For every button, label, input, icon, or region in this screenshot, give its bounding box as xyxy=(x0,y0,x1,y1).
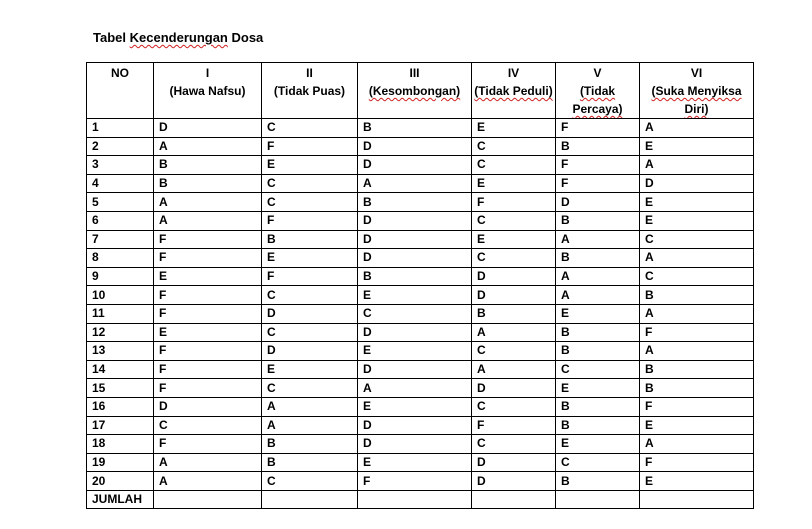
row-number-cell: 13 xyxy=(87,342,154,361)
row-number-cell: 9 xyxy=(87,267,154,286)
table-cell: B xyxy=(556,137,640,156)
table-cell: B xyxy=(472,304,556,323)
table-cell: D xyxy=(358,156,472,175)
table-cell: A xyxy=(358,174,472,193)
header-col-6-num: VI xyxy=(690,66,703,80)
table-cell: B xyxy=(154,174,262,193)
table-row xyxy=(87,156,754,175)
row-number-cell: 3 xyxy=(87,156,154,175)
table-cell: E xyxy=(640,193,754,212)
table-cell: D xyxy=(472,267,556,286)
table-cell: A xyxy=(640,435,754,454)
table-cell: D xyxy=(472,286,556,305)
table-cell: B xyxy=(358,267,472,286)
table-cell: C xyxy=(472,249,556,268)
footer-cell xyxy=(640,490,754,509)
table-cell: E xyxy=(472,230,556,249)
table-row xyxy=(87,435,754,454)
table-cell: F xyxy=(472,416,556,435)
table-cell: D xyxy=(358,435,472,454)
table-cell: F xyxy=(556,156,640,175)
table-cell: F xyxy=(262,211,358,230)
row-number-cell: 16 xyxy=(87,397,154,416)
table-cell: F xyxy=(154,249,262,268)
title-word-2: Kecenderungan xyxy=(129,30,228,45)
row-number-cell: 14 xyxy=(87,360,154,379)
table-cell: A xyxy=(154,137,262,156)
header-col-2-num: II xyxy=(306,66,313,80)
table-cell: C xyxy=(472,435,556,454)
table-cell: C xyxy=(262,174,358,193)
header-col-6 xyxy=(640,63,754,119)
table-cell: F xyxy=(262,267,358,286)
table-cell: B xyxy=(556,397,640,416)
table-cell: F xyxy=(262,137,358,156)
table-cell: B xyxy=(556,211,640,230)
table-cell: A xyxy=(154,211,262,230)
table-cell: C xyxy=(262,286,358,305)
table-cell: E xyxy=(640,416,754,435)
table-cell: D xyxy=(472,453,556,472)
header-col-5-num: V xyxy=(593,66,602,80)
table-cell: C xyxy=(262,119,358,138)
table-cell: D xyxy=(358,211,472,230)
table-cell: C xyxy=(262,472,358,491)
row-number-cell: 2 xyxy=(87,137,154,156)
table-row xyxy=(87,174,754,193)
table-cell: B xyxy=(556,323,640,342)
table-row xyxy=(87,286,754,305)
table-cell: A xyxy=(556,286,640,305)
title-word-1: Tabel xyxy=(93,30,126,45)
table-cell: A xyxy=(154,453,262,472)
header-col-1 xyxy=(154,63,262,119)
table-cell: B xyxy=(556,416,640,435)
header-col-1-label: (Hawa Nafsu) xyxy=(169,84,246,98)
header-col-5 xyxy=(556,63,640,119)
header-col-2-label: (Tidak Puas) xyxy=(273,84,346,98)
header-no-label: NO xyxy=(111,66,129,80)
table-cell: B xyxy=(556,249,640,268)
table-cell: D xyxy=(358,416,472,435)
table-cell: F xyxy=(556,174,640,193)
table-cell: A xyxy=(472,360,556,379)
table-cell: F xyxy=(154,360,262,379)
table-cell: F xyxy=(556,119,640,138)
table-cell: C xyxy=(262,323,358,342)
table-row xyxy=(87,397,754,416)
footer-row xyxy=(87,490,754,509)
footer-cell-total-label: JUMLAH xyxy=(87,490,154,509)
table-cell: E xyxy=(262,249,358,268)
table-cell: A xyxy=(472,323,556,342)
table-cell: A xyxy=(262,416,358,435)
table-cell: A xyxy=(640,156,754,175)
sin-tendency-table xyxy=(86,62,754,509)
table-cell: B xyxy=(358,193,472,212)
row-number-cell: 5 xyxy=(87,193,154,212)
table-cell: C xyxy=(556,453,640,472)
table-cell: F xyxy=(154,230,262,249)
title-word-3: Dosa xyxy=(231,30,264,45)
table-cell: B xyxy=(154,156,262,175)
header-col-6-label: (Suka Menyiksa Diri) xyxy=(651,84,742,116)
document-title xyxy=(93,30,263,45)
table-cell: F xyxy=(154,286,262,305)
table-cell: E xyxy=(154,323,262,342)
table-cell: A xyxy=(640,304,754,323)
table-row xyxy=(87,249,754,268)
table-cell: E xyxy=(262,156,358,175)
header-col-4-num: IV xyxy=(507,66,520,80)
table-cell: E xyxy=(358,453,472,472)
table-cell: B xyxy=(262,453,358,472)
table-cell: D xyxy=(358,249,472,268)
table-row xyxy=(87,360,754,379)
row-number-cell: 10 xyxy=(87,286,154,305)
table-cell: E xyxy=(556,435,640,454)
table-cell: B xyxy=(556,342,640,361)
table-cell: F xyxy=(640,397,754,416)
header-col-3 xyxy=(358,63,472,119)
table-cell: E xyxy=(358,397,472,416)
footer-cell xyxy=(472,490,556,509)
table-cell: E xyxy=(640,211,754,230)
table-row xyxy=(87,304,754,323)
table-cell: B xyxy=(640,286,754,305)
table-cell: D xyxy=(358,137,472,156)
table-row xyxy=(87,211,754,230)
header-no xyxy=(87,63,154,119)
table-cell: D xyxy=(640,174,754,193)
table-cell: E xyxy=(472,119,556,138)
table-cell: C xyxy=(472,211,556,230)
row-number-cell: 8 xyxy=(87,249,154,268)
table-cell: C xyxy=(154,416,262,435)
header-row xyxy=(87,63,754,119)
table-row xyxy=(87,230,754,249)
table-cell: C xyxy=(472,397,556,416)
table-cell: F xyxy=(154,304,262,323)
table-cell: C xyxy=(640,230,754,249)
table-cell: A xyxy=(154,193,262,212)
table-cell: F xyxy=(358,472,472,491)
table-cell: E xyxy=(358,286,472,305)
table-cell: C xyxy=(472,137,556,156)
table-cell: E xyxy=(358,342,472,361)
table-cell: D xyxy=(154,119,262,138)
table-cell: A xyxy=(262,397,358,416)
row-number-cell: 11 xyxy=(87,304,154,323)
table-cell: F xyxy=(472,193,556,212)
row-number-cell: 6 xyxy=(87,211,154,230)
table-cell: B xyxy=(358,119,472,138)
table-cell: D xyxy=(472,379,556,398)
table-cell: D xyxy=(358,360,472,379)
row-number-cell: 7 xyxy=(87,230,154,249)
table-cell: F xyxy=(640,323,754,342)
table-row xyxy=(87,119,754,138)
footer-cell xyxy=(154,490,262,509)
table-cell: E xyxy=(640,472,754,491)
table-cell: E xyxy=(556,379,640,398)
table-cell: D xyxy=(358,230,472,249)
table-cell: D xyxy=(472,472,556,491)
row-number-cell: 20 xyxy=(87,472,154,491)
table-row xyxy=(87,416,754,435)
row-number-cell: 18 xyxy=(87,435,154,454)
header-col-2 xyxy=(262,63,358,119)
table-cell: C xyxy=(358,304,472,323)
table-cell: B xyxy=(262,435,358,454)
table-row xyxy=(87,342,754,361)
table-cell: D xyxy=(556,193,640,212)
table-cell: B xyxy=(262,230,358,249)
table-cell: A xyxy=(640,119,754,138)
table-row xyxy=(87,472,754,491)
table-body xyxy=(87,119,754,491)
table-cell: D xyxy=(262,304,358,323)
table-cell: C xyxy=(472,342,556,361)
table-row xyxy=(87,267,754,286)
table-cell: A xyxy=(556,230,640,249)
header-col-3-num: III xyxy=(409,66,420,80)
header-col-4-label: (Tidak Peduli) xyxy=(474,84,553,98)
table-cell: F xyxy=(154,342,262,361)
table-cell: D xyxy=(358,323,472,342)
table-cell: E xyxy=(472,174,556,193)
table-cell: C xyxy=(262,379,358,398)
footer-cell xyxy=(556,490,640,509)
table-cell: D xyxy=(154,397,262,416)
table-cell: E xyxy=(154,267,262,286)
row-number-cell: 12 xyxy=(87,323,154,342)
table-cell: F xyxy=(154,379,262,398)
row-number-cell: 17 xyxy=(87,416,154,435)
footer-cell xyxy=(358,490,472,509)
table-cell: A xyxy=(358,379,472,398)
row-number-cell: 1 xyxy=(87,119,154,138)
row-number-cell: 15 xyxy=(87,379,154,398)
table-row xyxy=(87,379,754,398)
table-cell: E xyxy=(556,304,640,323)
table-row xyxy=(87,137,754,156)
table-cell: B xyxy=(640,379,754,398)
table-cell: A xyxy=(640,342,754,361)
table-cell: E xyxy=(640,137,754,156)
table-cell: A xyxy=(640,249,754,268)
table-cell: F xyxy=(154,435,262,454)
header-col-1-num: I xyxy=(205,66,210,80)
table-cell: F xyxy=(640,453,754,472)
table-cell: A xyxy=(556,267,640,286)
table-cell: B xyxy=(640,360,754,379)
table-row xyxy=(87,453,754,472)
table-cell: E xyxy=(262,360,358,379)
table-cell: B xyxy=(556,472,640,491)
table-cell: C xyxy=(556,360,640,379)
table-row xyxy=(87,193,754,212)
table-cell: C xyxy=(472,156,556,175)
table-cell: D xyxy=(262,342,358,361)
table-row xyxy=(87,323,754,342)
table-cell: A xyxy=(154,472,262,491)
row-number-cell: 4 xyxy=(87,174,154,193)
header-col-5-label: (Tidak Percaya) xyxy=(572,84,623,116)
table-cell: C xyxy=(640,267,754,286)
row-number-cell: 19 xyxy=(87,453,154,472)
header-col-3-label: (Kesombongan) xyxy=(368,84,461,98)
footer-cell xyxy=(262,490,358,509)
header-col-4 xyxy=(472,63,556,119)
table-cell: C xyxy=(262,193,358,212)
